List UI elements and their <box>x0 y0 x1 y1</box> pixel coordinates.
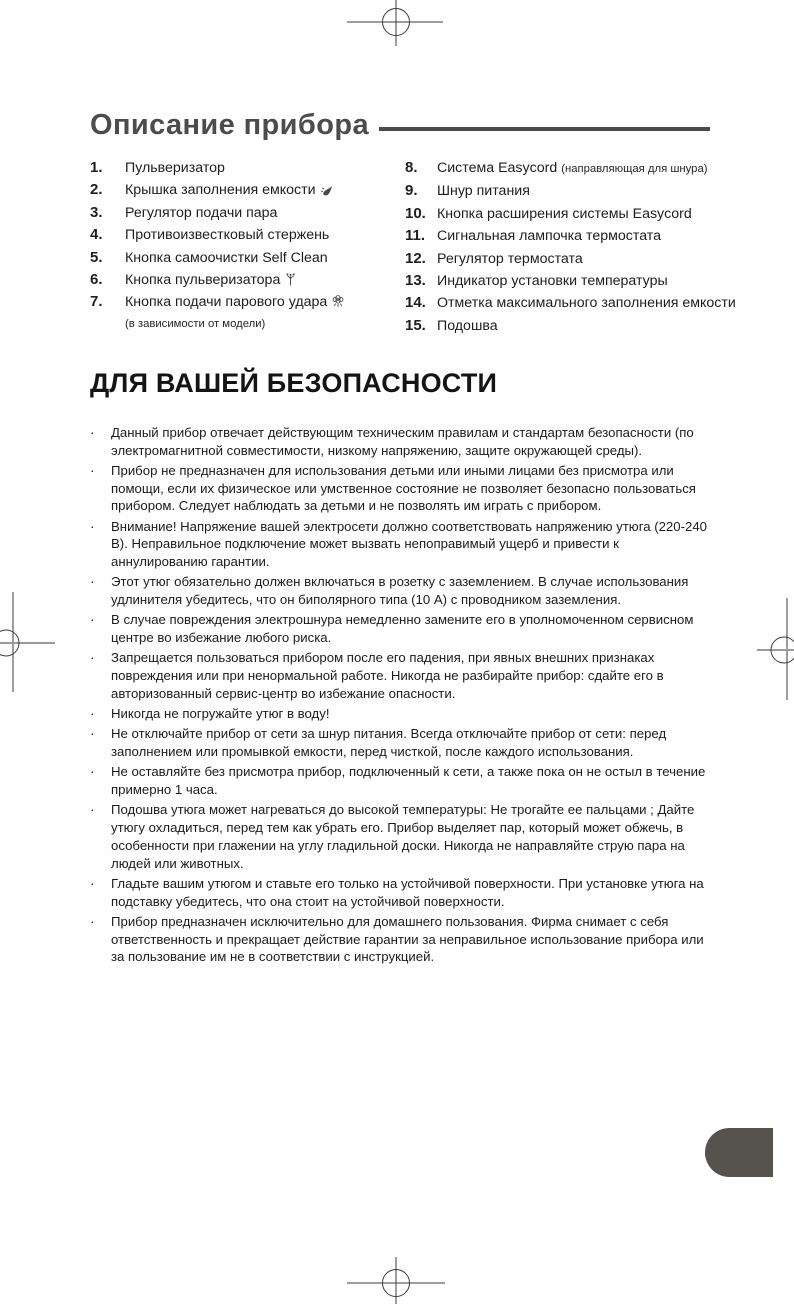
parts-item <box>90 224 405 246</box>
parts-item-number: 7. <box>90 293 103 311</box>
safety-bullet <box>90 462 713 515</box>
parts-item-label: Сигнальная лампочка термостата <box>437 228 662 245</box>
crop-mark-bottom <box>347 1257 445 1304</box>
parts-item-note-inline: (направляющая для шнура) <box>561 163 708 175</box>
bullet-marker: · <box>90 517 95 534</box>
parts-item-label: Шнур питания <box>437 183 530 200</box>
parts-item <box>405 203 764 225</box>
parts-item-number: 14. <box>405 294 426 312</box>
parts-item-number: 3. <box>90 203 103 221</box>
steam-burst-icon <box>331 295 345 308</box>
parts-item <box>90 291 405 313</box>
parts-item <box>90 157 405 179</box>
bullet-marker: · <box>90 801 95 818</box>
parts-item-label: Противоизвестковый стержень <box>125 227 330 244</box>
parts-item-label: Регулятор термостата <box>437 250 583 267</box>
safety-bullet <box>90 705 713 723</box>
parts-item-label: Подошва <box>437 317 498 334</box>
bullet-marker: · <box>90 912 95 929</box>
title-rule <box>379 127 710 131</box>
parts-item-number: 12. <box>405 249 426 267</box>
parts-item-note-row <box>90 314 405 335</box>
parts-item-label: Пульверизатор <box>125 160 225 176</box>
bullet-marker: · <box>90 462 95 478</box>
bullet-marker: · <box>90 725 95 742</box>
parts-item <box>405 315 764 337</box>
bullet-marker: · <box>90 424 95 440</box>
safety-bullet-text: Прибор предназначен исключительно для домашнего пользования. Фирма снимает с себя ответственность и прекращает действие гарантии за неправильное использование прибора или за пользование им не в соответствии с инструкцией. <box>111 913 704 965</box>
safety-bullet <box>90 649 713 702</box>
parts-item <box>90 247 405 269</box>
parts-item <box>405 248 764 270</box>
parts-item-label: Система Easycord (направляющая для шнура) <box>437 160 708 176</box>
safety-bullet <box>90 518 713 571</box>
parts-item <box>90 202 405 224</box>
safety-bullet <box>90 913 713 966</box>
bullet-marker: · <box>90 573 95 590</box>
safety-bullet <box>90 424 713 459</box>
parts-item <box>90 179 405 201</box>
safety-bullet-text: Внимание! Напряжение вашей электросети должно соответствовать напряжению утюга (220-240 В). Неправильное подключение может вызвать непоправимый ущерб и привести к аннулированию гарантии. <box>111 518 707 570</box>
safety-bullet-text: Прибор не предназначен для использования детьми или иными лицами без присмотра или помощи, если их физическое или умственное состояние не позволяет безопасно пользоваться прибором. Следует наблюдать за детьми и не позволять им играть с прибором. <box>111 463 696 514</box>
parts-item-number: 4. <box>90 226 103 244</box>
safety-bullet-list <box>90 424 713 969</box>
parts-item <box>90 269 405 291</box>
parts-item-number: 6. <box>90 271 103 289</box>
safety-title: ДЛЯ ВАШЕЙ БЕЗОПАСНОСТИ <box>90 368 498 398</box>
safety-bullet-text: В случае повреждения электрошнура немедленно замените его в уполномоченном сервисном центре во избежание любого риска. <box>111 612 694 646</box>
safety-bullet <box>90 801 713 872</box>
safety-bullet <box>90 763 713 798</box>
parts-item-number: 9. <box>405 182 418 200</box>
parts-item-number: 2. <box>90 181 103 199</box>
bullet-marker: · <box>90 649 95 666</box>
section-edge-tab <box>705 1128 773 1177</box>
parts-list-left <box>90 157 405 335</box>
crop-mark-left <box>0 592 55 692</box>
safety-bullet <box>90 573 713 608</box>
parts-item-note: (в зависимости от модели) <box>125 317 266 330</box>
parts-item-label: Индикатор установки температуры <box>437 273 668 290</box>
bullet-marker: · <box>90 874 95 891</box>
crop-mark-right <box>757 598 794 700</box>
crop-mark-top <box>347 0 443 46</box>
bullet-marker: · <box>90 763 95 780</box>
safety-bullet-text: Не оставляйте без присмотра прибор, подключенный к сети, а также пока он не остыл в течение примерно 1 часа. <box>111 764 706 798</box>
spray-icon <box>284 273 297 286</box>
safety-bullet-text: Никогда не погружайте утюг в воду! <box>111 706 330 722</box>
parts-item-label: Кнопка самоочистки Self Clean <box>125 249 328 266</box>
parts-item-label: Кнопка расширения системы Easycord <box>437 205 692 222</box>
parts-item-label: Отметка максимального заполнения емкости <box>437 295 736 312</box>
parts-section-header <box>90 109 710 142</box>
bullet-marker: · <box>90 705 95 722</box>
safety-bullet-text: Гладьте вашим утюгом и ставьте его только на устойчивой поверхности. При установке утюга на подставку убедитесь, что она стоит на устойчивой поверхности. <box>111 875 704 909</box>
parts-item-label: Регулятор подачи пара <box>125 204 278 221</box>
safety-bullet-text: Не отключайте прибор от сети за шнур питания. Всегда отключайте прибор от сети: перед заполнением или промывкой емкости, перед чисткой, после каждого использования. <box>111 726 667 760</box>
safety-bullet-text: Подошва утюга может нагреваться до высокой температуры: Не трогайте ее пальцами ; Дайте утюгу охладиться, перед тем как убрать его. Прибор выделяет пар, который может обжечь, в особенности при глажении на углу гладильной доски. Никогда не направляйте струю пара на людей или животных. <box>111 802 695 871</box>
parts-item-number: 11. <box>405 227 426 245</box>
parts-item <box>405 292 764 314</box>
safety-bullet <box>90 875 713 910</box>
parts-item-number: 1. <box>90 159 103 176</box>
water-fill-icon <box>320 185 334 196</box>
parts-list-right <box>405 157 764 337</box>
parts-item <box>405 270 764 292</box>
parts-item-number: 15. <box>405 316 426 334</box>
safety-bullet-text: Запрещается пользоваться прибором после его падения, при явных внешних признаках повреждения или при ненормальной работе. Никогда не разбирайте прибор: сдайте его в авторизованный сервис-центр во избежание опасности. <box>111 650 664 701</box>
parts-item <box>405 157 764 180</box>
parts-item-number: 8. <box>405 159 418 176</box>
bullet-marker: · <box>90 611 95 628</box>
parts-item <box>405 225 764 247</box>
parts-item-label: Крышка заполнения емкости <box>125 180 334 201</box>
parts-item-label: Кнопка пульверизатора <box>125 270 297 291</box>
parts-title: Описание прибора <box>90 109 369 141</box>
safety-bullet <box>90 725 713 760</box>
parts-item-label: Кнопка подачи парового удара <box>125 292 345 313</box>
parts-item-number: 5. <box>90 248 103 266</box>
safety-bullet-text: Этот утюг обязательно должен включаться в розетку с заземлением. В случае использования удлинителя убедитесь, что он биполярного типа (10 А) с проводником заземления. <box>111 574 689 608</box>
safety-bullet-text: Данный прибор отвечает действующим техническим правилам и стандартам безопасности (по электромагнитной совместимости, низкому напряжению, защите окружающей среды). <box>111 425 694 458</box>
parts-item <box>405 180 764 202</box>
parts-item-number: 13. <box>405 272 426 290</box>
parts-item-number: 10. <box>405 204 426 222</box>
safety-bullet <box>90 611 713 646</box>
